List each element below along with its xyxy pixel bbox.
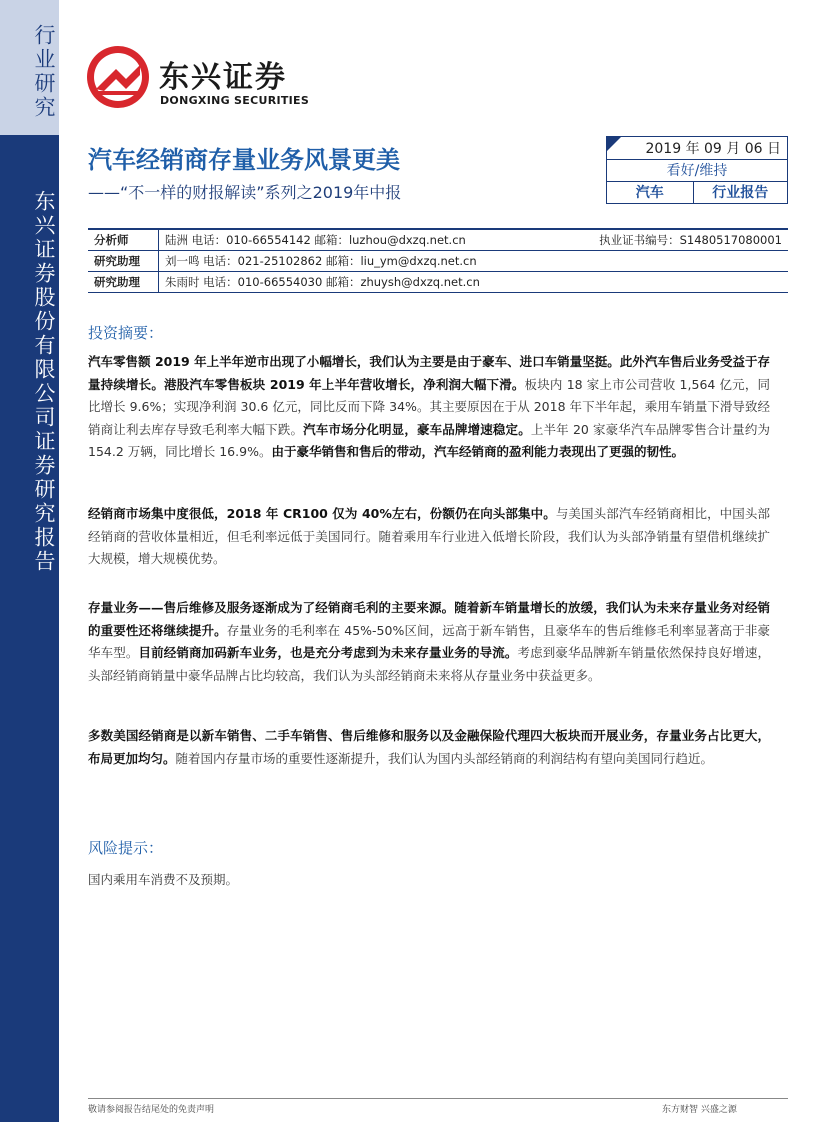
report-subtitle: ——“不一样的财报解读”系列之2019年中报	[88, 183, 402, 202]
summary-p1-bold-2: 汽车市场分化明显，豪车品牌增速稳定。	[303, 421, 531, 437]
company-label: 东兴证券股份有限公司证券研究报告	[32, 190, 56, 574]
summary-p3-bold-1: 存量业务——售后维修及服务逐渐成为了经销商毛利的主要来源。随着新车销量增长的放缓，我们认为未来存量业务对经销的重要性还将继续提升。	[88, 600, 770, 638]
sidebar-company-panel	[0, 135, 59, 1122]
table-row	[88, 251, 788, 272]
brand-name-cn: 东兴证券	[159, 60, 287, 95]
summary-p3-text-1: 存量业务的毛利率在 45%-50%区间，远高于新车销售，且豪华车的售后维修毛利率显著高于非豪华车型。	[88, 622, 770, 660]
summary-p3-bold-2: 目前经销商加码新车业务，也是充分考虑到为未来存量业务的导流。	[138, 645, 518, 660]
table-row	[88, 272, 788, 293]
summary-p2-text: 与美国头部汽车经销商相比，中国头部经销商的营收体量相近，但毛利率远低于美国同行。随着乘用车行业进入低增长阶段，我们认为头部净销量有望借机继续扩大规模，增大规模优势。	[88, 506, 770, 566]
summary-p1-bold-3: 由于豪华销售和售后的带动，汽车经销商的盈利能力表现出了更强的韧性。	[271, 444, 684, 459]
footer-slogan: 东方财智 兴盛之源	[662, 1105, 737, 1115]
analyst-role: 分析师	[88, 229, 159, 251]
summary-p2-bold: 经销商市场集中度很低，2018 年 CR100 仅为 40%左右，份额仍在向头部集中。	[88, 506, 556, 521]
report-type-tag: 行业报告	[712, 185, 769, 201]
report-title: 汽车经销商存量业务风景更美	[88, 146, 400, 174]
sector-tag: 汽车	[607, 182, 694, 204]
footer-disclaimer: 敬请参阅报告结尾处的免责声明	[88, 1105, 215, 1115]
report-info-box	[606, 136, 788, 204]
rating-label: 看好/维持	[607, 159, 787, 182]
summary-p4-text: 随着国内存量市场的重要性逐渐提升，我们认为国内头部经销商的利润结构有望向美国同行趋近。	[175, 750, 714, 766]
corner-triangle-icon	[607, 137, 621, 151]
summary-heading: 投资摘要：	[88, 324, 164, 342]
footer-divider	[88, 1098, 788, 1099]
summary-p4-bold: 多数美国经销商是以新车销售、二手车销售、售后维修和服务以及金融保险代理四大板块而开展业务，存量业务占比更大，布局更加均匀。	[88, 728, 770, 766]
summary-paragraph-3	[88, 597, 770, 687]
summary-paragraph-2	[88, 503, 770, 571]
analyst-table	[88, 228, 788, 293]
summary-p1-text-2: 上半年 20 家豪华汽车品牌零售合计量约为 154.2 万辆，同比增长 16.9%。	[88, 421, 770, 459]
report-date: 2019 年 09 月 06 日	[645, 141, 781, 157]
summary-paragraph-4	[88, 725, 770, 770]
summary-p1-text-1: 板块内 18 家上市公司营收 1,564 亿元，同比增长 9.6%；实现净利润 30.6 亿元，同比反而下降 34%。其主要原因在于从 2018 年下半年起，乘用车销量下滑导致经销商让利去库存导致毛利率大幅下跌。	[88, 376, 770, 437]
analyst-info: 刘一鸣 电话：021-25102862 邮箱：liu_ym@dxzq.net.cn	[159, 251, 789, 272]
sidebar-category-panel	[0, 0, 59, 135]
table-row	[88, 229, 788, 251]
brand-name-en: DONGXING SECURITIES	[160, 94, 310, 107]
summary-p1-bold-1: 汽车零售额 2019 年上半年逆市出现了小幅增长，我们认为主要是由于豪车、进口车销量坚挺。此外汽车售后业务受益于存量持续增长。港股汽车零售板块 2019 年上半年营收增长，净利润大幅下滑。	[88, 354, 770, 392]
analyst-role: 研究助理	[88, 251, 159, 272]
analyst-cert: 执业证书编号：S1480517080001	[599, 233, 782, 247]
dongxing-logo-icon	[86, 45, 150, 109]
analyst-info: 朱雨时 电话：010-66554030 邮箱：zhuysh@dxzq.net.cn	[159, 272, 789, 293]
summary-p3-text-2: 考虑到豪华品牌新车销量依然保持良好增速，头部经销商销量中豪华品牌占比均较高，我们认为头部经销商未来将从存量业务中获益更多。	[88, 645, 770, 683]
analyst-role: 研究助理	[88, 272, 159, 293]
risk-heading: 风险提示：	[88, 839, 164, 857]
risk-text: 国内乘用车消费不及预期。	[88, 872, 239, 887]
analyst-info: 陆洲 电话：010-66554142 邮箱：luzhou@dxzq.net.cn	[165, 233, 466, 247]
category-label: 行业研究	[32, 24, 56, 120]
summary-paragraph-1	[88, 351, 770, 464]
